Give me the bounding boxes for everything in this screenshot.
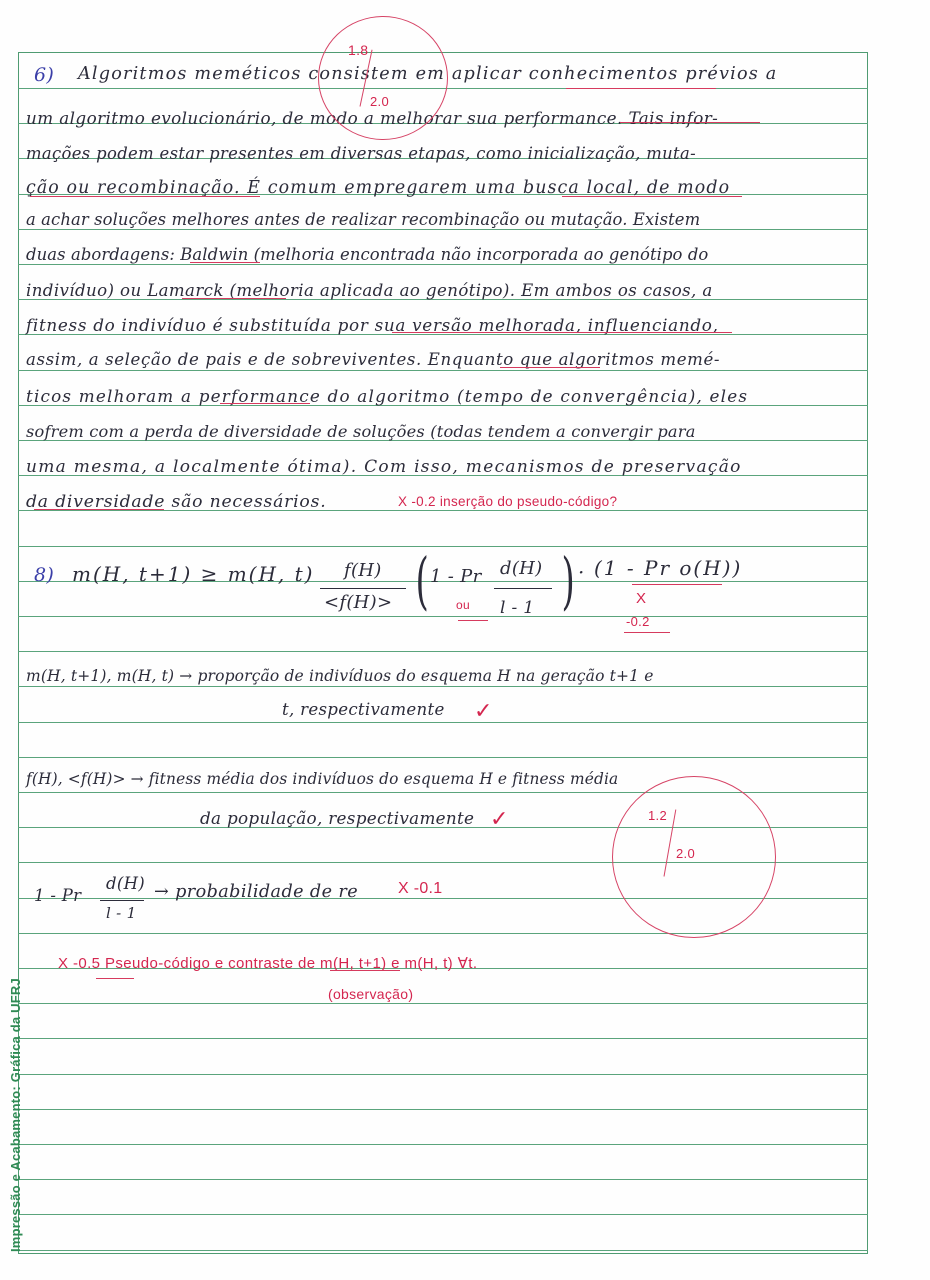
q8-final-underline-1: [96, 978, 134, 979]
q8-mark-value: -0.2: [626, 614, 650, 629]
ruled-line: [18, 1109, 868, 1110]
ruled-line: [18, 370, 868, 371]
q8-def3-numerator: d(H): [106, 874, 146, 893]
q8-def3-bar: [100, 900, 144, 901]
q6-underline-baldwin: [190, 262, 260, 263]
q6-underline-enquanto: [500, 367, 600, 368]
q8-mark-underline: [624, 632, 670, 633]
ruled-line: [18, 1214, 868, 1215]
q6-underline-busca-local: [562, 196, 742, 197]
q8-def3-denominator: l - 1: [106, 904, 137, 922]
q8-term1-denominator: l - 1: [500, 598, 535, 618]
ruled-line: [18, 1003, 868, 1004]
q8-fraction-numerator: f(H): [344, 560, 382, 581]
q6-underline-performance-2: [220, 403, 310, 404]
q6-underline-diversidade: [34, 509, 164, 510]
q8-inequality-lhs: m(H, t+1) ≥ m(H, t): [72, 562, 315, 586]
ruled-line: [18, 1179, 868, 1180]
q8-number: 8): [34, 564, 55, 586]
q6-line-2: um algoritmo evolucionário, de modo a melhorar sua performance. Tais infor-: [26, 108, 719, 128]
q6-line-4: ção ou recombinação. É comum empregarem uma busca local, de modo: [26, 178, 731, 198]
q6-grade-score: 1.8: [348, 42, 369, 58]
q8-def3-text: → probabilidade de re: [154, 882, 359, 902]
ruled-line: [18, 933, 868, 934]
ruled-line: [18, 616, 868, 617]
q8-term2: (1 - Pr o(H)): [594, 556, 743, 580]
q6-line-7: indivíduo) ou Lamarck (melhoria aplicada ao genótipo). Em ambos os casos, a: [26, 281, 713, 300]
q8-grade-score: 1.2: [648, 808, 667, 823]
q8-def2-check: ✓: [490, 806, 509, 831]
ruled-line: [18, 1074, 868, 1075]
q6-line-9: assim, a seleção de pais e de sobreviventes. Enquanto que algoritmos memé-: [26, 350, 721, 369]
q8-term1-ou: ou: [456, 598, 470, 612]
ruled-line: [18, 1038, 868, 1039]
q6-underline-lamarck: [182, 298, 286, 299]
q8-def2-line-2: da população, respectivamente: [200, 808, 475, 828]
q8-final-note-sub: (observação): [328, 986, 414, 1002]
q8-def1-check: ✓: [474, 698, 493, 723]
q8-term1-numerator: d(H): [500, 558, 543, 579]
q6-grade-circle: [318, 16, 448, 140]
q6-line-10: ticos melhoram a performance do algoritmo (tempo de convergência), eles: [26, 386, 749, 406]
q6-line-5: a achar soluções melhores antes de realizar recombinação ou mutação. Existem: [26, 210, 701, 229]
q6-line-6: duas abordagens: Baldwin (melhoria encontrada não incorporada ao genótipo do: [26, 245, 709, 264]
q8-def1-line-2: t, respectivamente: [282, 700, 445, 719]
q8-dot: ·: [578, 560, 585, 584]
side-credit: Impressão e Acabamento: Gráfica da UFRJ: [8, 978, 23, 1252]
q8-fraction-bar: [320, 588, 406, 589]
ruled-line: [18, 1144, 868, 1145]
q6-line-3: mações podem estar presentes em diversas etapas, como inicialização, muta-: [26, 144, 696, 163]
q6-underline-performance: [620, 122, 760, 123]
q8-mark-x: X: [636, 590, 647, 607]
q8-def3-prefix: 1 - Pr: [34, 886, 82, 905]
q8-final-note: X -0.5 Pseudo-código e contraste de m(H, t+1) e m(H, t) ∀t.: [58, 955, 478, 972]
ruled-line: [18, 757, 868, 758]
q8-def1-line-1: m(H, t+1), m(H, t) → proporção de indivíduos do esquema H na geração t+1 e: [26, 667, 654, 685]
ruled-line: [18, 722, 868, 723]
q6-line-11: sofrem com a perda de diversidade de soluções (todas tendem a convergir para: [26, 422, 696, 441]
q8-term2-underline: [632, 584, 722, 585]
q8-term1-prefix: 1 - Pr: [430, 566, 482, 587]
q8-term1-bar: [494, 588, 552, 589]
q6-number: 6): [34, 64, 55, 86]
ruled-line: [18, 546, 868, 547]
q8-grade-max: 2.0: [676, 846, 695, 861]
ruled-line: [18, 1250, 868, 1251]
q8-ou-underline: [458, 620, 488, 621]
q6-line-13: da diversidade são necessários.: [26, 492, 327, 512]
q8-right-paren: ): [561, 544, 575, 617]
q6-correction: X -0.2 inserção do pseudo-código?: [398, 494, 618, 509]
q6-grade-max: 2.0: [370, 94, 389, 109]
q6-line-12: uma mesma, a localmente ótima). Com isso, mecanismos de preservação: [26, 457, 742, 477]
q8-def2-line-1: f(H), <f(H)> → fitness média dos indivíduos do esquema H e fitness média: [26, 770, 619, 788]
q8-left-paren: (: [415, 544, 429, 617]
q6-underline-conhecimentos: [566, 88, 716, 89]
ruled-line: [18, 229, 868, 230]
q6-underline-recombinacao: [30, 196, 260, 197]
q6-line-8: fitness do indivíduo é substituída por sua versão melhorada, influenciando,: [26, 315, 719, 335]
q8-final-underline-2: [330, 970, 400, 971]
ruled-line: [18, 264, 868, 265]
q8-fraction-denominator: <f(H)>: [324, 592, 393, 613]
q6-underline-substituida: [392, 332, 732, 333]
q6-line-1: Algoritmos meméticos consistem em aplicar conhecimentos prévios a: [78, 64, 778, 84]
q8-def3-mark: X -0.1: [398, 880, 443, 897]
ruled-line: [18, 651, 868, 652]
ruled-line: [18, 686, 868, 687]
